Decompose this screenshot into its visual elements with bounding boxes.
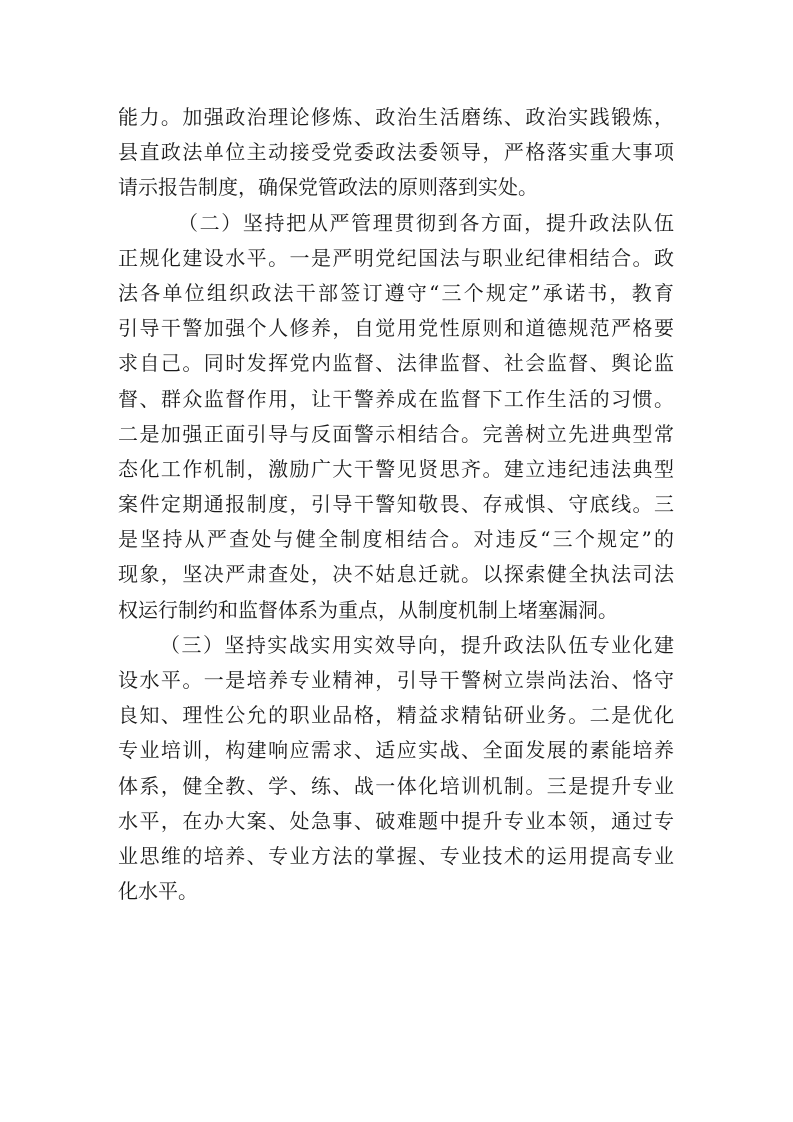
text-line: 正规化建设水平。一是严明党纪国法与职业纪律相结合。政 (118, 245, 674, 270)
section-heading-line: （三）坚持实战实用实效导向，提升政法队伍专业化建 (160, 632, 674, 657)
section-heading-line: （二）坚持把从严管理贯彻到各方面，提升政法队伍 (178, 210, 674, 235)
text-line: 体系，健全教、学、练、战一体化培训机制。三是提升专业 (118, 773, 674, 798)
text-line: 二是加强正面引导与反面警示相结合。完善树立先进典型常 (118, 421, 674, 446)
text-line: 法各单位组织政法干部签订遵守“三个规定”承诺书，教育 (118, 280, 674, 305)
text-line: 引导干警加强个人修养，自觉用党性原则和道德规范严格要 (118, 316, 674, 341)
text-line: 良知、理性公允的职业品格，精益求精钻研业务。二是优化 (118, 703, 674, 728)
text-line: 化水平。 (118, 879, 198, 904)
text-line: 权运行制约和监督体系为重点，从制度机制上堵塞漏洞。 (118, 597, 618, 622)
text-line: 案件定期通报制度，引导干警知敬畏、存戒惧、守底线。三 (118, 492, 674, 517)
text-line: 能力。加强政治理论修炼、政治生活磨练、政治实践锻炼， (118, 105, 674, 129)
text-line: 求自己。同时发挥党内监督、法律监督、社会监督、舆论监 (118, 351, 674, 376)
text-line: 设水平。一是培养专业精神，引导干警树立崇尚法治、恪守 (118, 668, 674, 692)
text-line: 业思维的培养、专业方法的掌握、专业技术的运用提高专业 (118, 843, 674, 868)
text-line: 请示报告制度，确保党管政法的原则落到实处。 (118, 175, 538, 200)
document-body (118, 100, 674, 909)
text-line: 水平，在办大案、处急事、破难题中提升专业本领，通过专 (118, 808, 674, 833)
text-line: 现象，坚决严肃查处，决不姑息迁就。以探索健全执法司法 (118, 562, 674, 587)
text-line: 县直政法单位主动接受党委政法委领导，严格落实重大事项 (118, 140, 674, 165)
text-line: 专业培训，构建响应需求、适应实战、全面发展的素能培养 (118, 738, 674, 763)
text-line: 督、群众监督作用，让干警养成在监督下工作生活的习惯。 (118, 386, 674, 411)
text-line: 是坚持从严查处与健全制度相结合。对违反“三个规定”的 (118, 527, 674, 552)
text-line: 态化工作机制，激励广大干警见贤思齐。建立违纪违法典型 (118, 456, 674, 481)
